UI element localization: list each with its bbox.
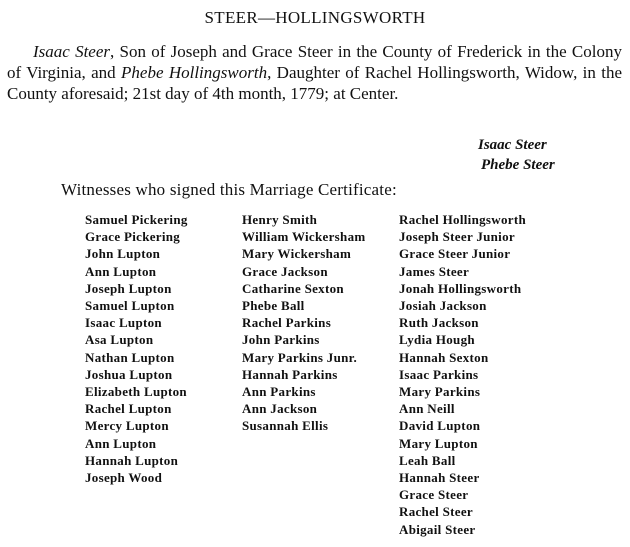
witness-name: Elizabeth Lupton (85, 384, 187, 400)
paragraph-text-2: , Daughter of Rachel Hollingsworth, Widow, in the County aforesaid; 21st day of 4th month, 1779; at Center. (7, 63, 623, 103)
witness-name: Rachel Parkins (242, 315, 332, 331)
witness-name: Isaac Lupton (85, 315, 162, 331)
witness-name: Grace Pickering (85, 229, 181, 245)
witness-name: Leah Ball (399, 452, 456, 468)
witness-name: Rachel Lupton (85, 401, 172, 417)
witness-column-3 (399, 211, 526, 538)
groom-name: Isaac Steer (33, 42, 110, 61)
witness-name: Grace Steer (399, 487, 469, 503)
witness-name: Ann Lupton (85, 435, 157, 451)
certificate-text (7, 41, 622, 104)
witness-name: Mary Parkins Junr. (242, 349, 358, 365)
witness-name: Hannah Steer (399, 470, 480, 486)
witness-name: Ann Jackson (242, 401, 318, 417)
witness-name: Jonah Hollingsworth (399, 280, 522, 296)
witness-name: Ann Neill (399, 401, 455, 417)
witness-column-2 (242, 211, 366, 435)
witness-name: Abigail Steer (399, 521, 476, 537)
witness-name: William Wickersham (242, 229, 366, 245)
paragraph-text-1: , Son of Joseph and Grace Steer in the County of Frederick in the Colony of Virginia, and (7, 42, 622, 82)
certificate-paragraph (7, 41, 622, 104)
witness-name: Isaac Parkins (399, 366, 479, 382)
witness-name: Rachel Steer (399, 504, 473, 520)
witness-name: Josiah Jackson (399, 298, 487, 314)
witness-name: Samuel Pickering (85, 212, 188, 227)
witness-name: Samuel Lupton (85, 298, 175, 314)
witness-name: Mary Lupton (399, 435, 478, 451)
bride-name: Phebe Hollingsworth (121, 63, 268, 82)
witness-name: Hannah Sexton (399, 349, 489, 365)
witness-name: Grace Steer Junior (399, 246, 511, 262)
witness-name: Ruth Jackson (399, 315, 479, 331)
witness-name: Lydia Hough (399, 332, 475, 348)
witness-name: Ann Parkins (242, 384, 316, 400)
signature-block (478, 135, 555, 175)
witness-name: Rachel Hollingsworth (399, 212, 526, 227)
page-title: STEER—HOLLINGSWORTH (204, 8, 426, 27)
witness-name: John Lupton (85, 246, 161, 262)
witness-column-1 (85, 211, 188, 486)
witness-name: Hannah Parkins (242, 366, 338, 382)
witness-name: Joshua Lupton (85, 366, 173, 382)
witness-name: Phebe Ball (242, 298, 305, 314)
witnesses-heading: Witnesses who signed this Marriage Certificate: (61, 180, 397, 199)
signature-bride: Phebe Steer (481, 157, 555, 173)
witness-name: Hannah Lupton (85, 452, 179, 468)
witness-name: David Lupton (399, 418, 481, 434)
witness-name: Mary Parkins (399, 384, 481, 400)
witness-name: John Parkins (242, 332, 320, 348)
witness-name: Joseph Wood (85, 470, 163, 486)
witness-name: Asa Lupton (85, 332, 154, 348)
witness-name: Ann Lupton (85, 263, 157, 279)
witness-name: James Steer (399, 263, 470, 279)
witness-name: Joseph Steer Junior (399, 229, 515, 245)
witness-name: Grace Jackson (242, 263, 328, 279)
witness-name: Mercy Lupton (85, 418, 169, 434)
witness-name: Nathan Lupton (85, 349, 175, 365)
witness-name: Susannah Ellis (242, 418, 329, 434)
witness-name: Mary Wickersham (242, 246, 352, 262)
witness-name: Henry Smith (242, 212, 318, 227)
signature-groom: Isaac Steer (478, 137, 547, 153)
witness-name: Catharine Sexton (242, 280, 344, 296)
witness-name: Joseph Lupton (85, 280, 172, 296)
